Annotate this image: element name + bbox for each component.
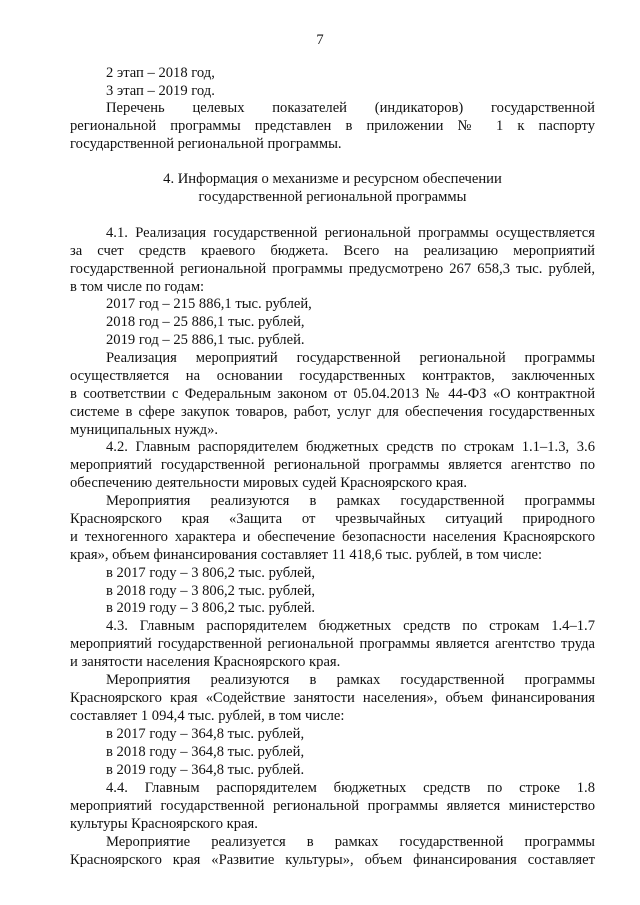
- indicators-paragraph-line: региональной программы представлен в приложении № 1 к паспорту: [70, 118, 595, 134]
- measures-4-4-line: Мероприятие реализуется в рамках государственной программы: [106, 834, 595, 850]
- year-amount-line: 2019 год – 25 886,1 тыс. рублей.: [106, 332, 305, 348]
- year-amount-line: в 2017 году – 364,8 тыс. рублей,: [106, 726, 305, 742]
- measures-4-3-line: Красноярского края «Содействие занятости населения», объем финансирования: [70, 690, 595, 706]
- measures-4-3-line: составляет 1 094,4 тыс. рублей, в том числе:: [70, 708, 345, 724]
- measures-4-4-line: Красноярского края «Развитие культуры», объем финансирования составляет: [70, 852, 595, 868]
- page-number: 7: [316, 32, 324, 48]
- measures-4-2-line: края», объем финансирования составляет 11 418,6 тыс. рублей, в том числе:: [70, 547, 543, 563]
- year-amount-line: в 2018 году – 364,8 тыс. рублей,: [106, 744, 305, 760]
- year-amount-line: в 2019 году – 364,8 тыс. рублей.: [106, 762, 305, 778]
- section-4-1-line: 4.1. Реализация государственной региональной программы осуществляется: [106, 225, 595, 241]
- measures-4-2-line: Красноярского края «Защита от чрезвычайных ситуаций природного: [70, 511, 595, 527]
- section-4-3-line: 4.3. Главным распорядителем бюджетных средств по строкам 1.4–1.7: [106, 618, 595, 634]
- section-4-4-line: 4.4. Главным распорядителем бюджетных средств по строке 1.8: [106, 780, 595, 796]
- indicators-paragraph-line: Перечень целевых показателей (индикаторов) государственной: [106, 100, 595, 116]
- section-4-4-line: мероприятий государственной региональной программы является министерство: [70, 798, 595, 814]
- year-amount-line: в 2018 году – 3 806,2 тыс. рублей,: [106, 583, 316, 599]
- year-amount-line: в 2017 году – 3 806,2 тыс. рублей,: [106, 565, 316, 581]
- section-4-3-line: и занятости населения Красноярского края.: [70, 654, 341, 670]
- section-heading: 4. Информация о механизме и ресурсном обеспечении: [163, 171, 502, 187]
- contracts-paragraph-line: в соответствии с Федеральным законом от 05.04.2013 № 44-ФЗ «О контрактной: [70, 386, 595, 402]
- stage-2-line: 2 этап – 2018 год,: [106, 65, 215, 81]
- measures-4-2-line: Мероприятия реализуются в рамках государственной программы: [106, 493, 595, 509]
- year-amount-line: 2017 год – 215 886,1 тыс. рублей,: [106, 296, 312, 312]
- contracts-paragraph-line: осуществляется на основании государственных контрактов, заключенных: [70, 368, 595, 384]
- year-amount-line: в 2019 году – 3 806,2 тыс. рублей.: [106, 600, 316, 616]
- contracts-paragraph-line: системе в сфере закупок товаров, работ, услуг для обеспечения государственных: [70, 404, 595, 420]
- contracts-paragraph-line: Реализация мероприятий государственной региональной программы: [106, 350, 595, 366]
- section-4-1-line: государственной региональной программы предусмотрено 267 658,3 тыс. рублей,: [70, 261, 595, 277]
- measures-4-2-line: и техногенного характера и обеспечение безопасности населения Красноярского: [70, 529, 595, 545]
- section-4-2-line: обеспечению деятельности мировых судей Красноярского края.: [70, 475, 467, 491]
- section-4-4-line: культуры Красноярского края.: [70, 816, 258, 832]
- section-4-3-line: мероприятий государственной региональной программы является агентство труда: [70, 636, 595, 652]
- section-4-2-line: мероприятий государственной региональной программы является агентство по: [70, 457, 595, 473]
- year-amount-line: 2018 год – 25 886,1 тыс. рублей,: [106, 314, 305, 330]
- section-4-1-line: за счет средств краевого бюджета. Всего на реализацию мероприятий: [70, 243, 595, 259]
- section-heading: государственной региональной программы: [198, 189, 467, 205]
- section-4-1-line: в том числе по годам:: [70, 279, 205, 295]
- stage-3-line: 3 этап – 2019 год.: [106, 83, 215, 99]
- measures-4-3-line: Мероприятия реализуются в рамках государственной программы: [106, 672, 595, 688]
- section-4-2-line: 4.2. Главным распорядителем бюджетных средств по строкам 1.1–1.3, 3.6: [106, 439, 595, 455]
- indicators-paragraph-line: государственной региональной программы.: [70, 136, 342, 152]
- contracts-paragraph-line: муниципальных нужд».: [70, 422, 219, 438]
